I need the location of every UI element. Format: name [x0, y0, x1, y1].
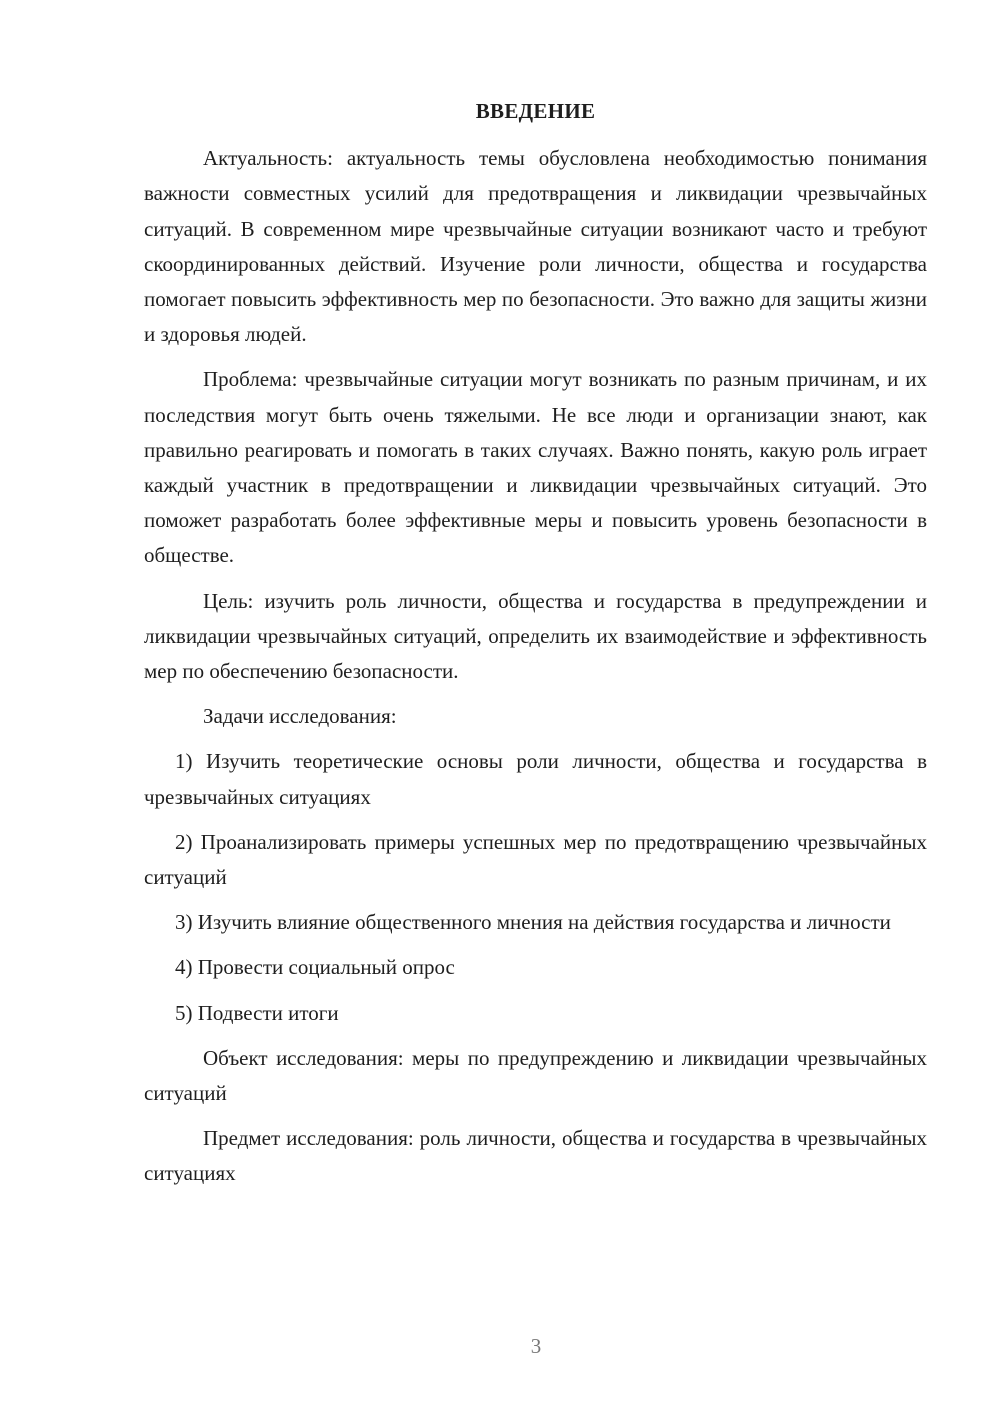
- section-title: ВВЕДЕНИЕ: [475, 99, 596, 123]
- task-item-2: 2) Проанализировать примеры успешных мер по предотвращению чрезвычайных ситуаций: [144, 829, 927, 890]
- paragraph-object: Объект исследования: меры по предупреждению и ликвидации чрезвычайных ситуаций: [144, 1045, 927, 1106]
- task-item-3: 3) Изучить влияние общественного мнения на действия государства и личности: [175, 910, 891, 935]
- task-item-4: 4) Провести социальный опрос: [175, 955, 455, 980]
- task-item-1: 1) Изучить теоретические основы роли личности, общества и государства в чрезвычайных ситуациях: [144, 749, 927, 809]
- paragraph-problem: Проблема: чрезвычайные ситуации могут возникать по разным причинам, и их последствия могут быть очень тяжелыми. Не все люди и организации знают, как правильно реагировать и помогать в таких случаях. Важно понять, какую роль играет каждый участник в предотвращении и ликвидации чрезвычайных ситуаций. Это поможет разработать более эффективные меры и повысить уровень безопасности в обществе.: [144, 367, 927, 568]
- task-item-5: 5) Подвести итоги: [175, 1000, 339, 1025]
- page-content: [144, 94, 927, 1192]
- paragraph-relevance: Актуальность: актуальность темы обусловлена необходимостью понимания важности совместных усилий для предотвращения и ликвидации чрезвычайных ситуаций. В современном мире чрезвычайные ситуации возникают часто и требуют скоординированных действий. Изучение роли личности, общества и государства помогает повысить эффективность мер по безопасности. Это важно для защиты жизни и здоровья людей.: [144, 146, 927, 347]
- tasks-heading: Задачи исследования:: [203, 704, 397, 729]
- paragraph-goal: Цель: изучить роль личности, общества и государства в предупреждении и ликвидации чрезвычайных ситуаций, определить их взаимодействие и эффективность мер по обеспечению безопасности.: [144, 588, 927, 684]
- page-number: 3: [530, 1334, 542, 1358]
- paragraph-subject: Предмет исследования: роль личности, общества и государства в чрезвычайных ситуациях: [144, 1126, 927, 1186]
